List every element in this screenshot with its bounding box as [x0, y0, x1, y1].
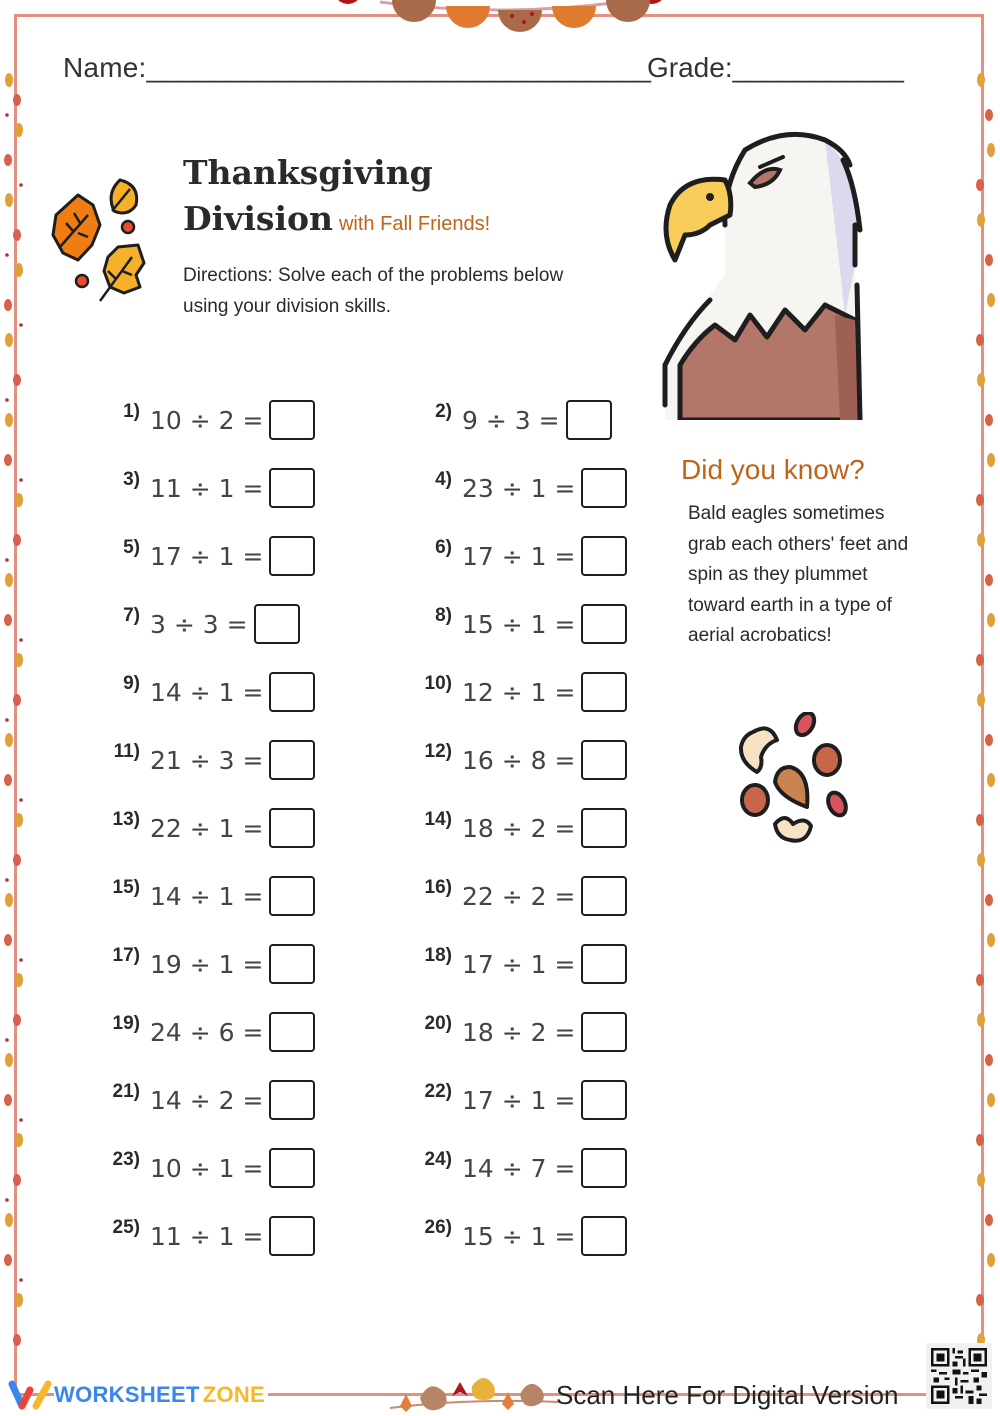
problem-expression: 14 ÷ 1 =: [150, 677, 264, 707]
problem-12: [416, 738, 627, 782]
answer-box[interactable]: [581, 1148, 627, 1188]
bunting-decoration-icon: [320, 0, 680, 38]
problem-11: [104, 738, 315, 782]
answer-box[interactable]: [581, 1216, 627, 1256]
title-line-2: [183, 196, 490, 247]
problem-expression: 17 ÷ 1 =: [462, 1085, 576, 1115]
problem-number: 20): [424, 1013, 452, 1034]
problem-21: [104, 1078, 315, 1122]
w-logo-icon: [8, 1378, 54, 1412]
problem-number: 18): [424, 945, 452, 966]
autumn-leaves-icon: [48, 175, 148, 305]
problem-expression: 17 ÷ 1 =: [150, 541, 264, 571]
problem-2: [416, 398, 612, 442]
problem-number: 7): [123, 605, 140, 626]
answer-box[interactable]: [581, 1012, 627, 1052]
problem-number: 21): [112, 1081, 140, 1102]
problem-25: [104, 1214, 315, 1258]
problem-expression: 10 ÷ 1 =: [150, 1153, 264, 1183]
problem-expression: 16 ÷ 8 =: [462, 745, 576, 775]
problem-3: [104, 466, 315, 510]
problem-expression: 12 ÷ 1 =: [462, 677, 576, 707]
logo-text-worksheet: WORKSHEET: [54, 1382, 203, 1408]
problem-16: [416, 874, 627, 918]
problem-24: [416, 1146, 627, 1190]
problem-number: 22): [424, 1081, 452, 1102]
bald-eagle-icon: [655, 125, 875, 420]
problem-expression: 17 ÷ 1 =: [462, 949, 576, 979]
problem-19: [104, 1010, 315, 1054]
answer-box[interactable]: [269, 1148, 315, 1188]
worksheet-title: [183, 150, 490, 247]
problem-number: 16): [424, 877, 452, 898]
problem-number: 1): [123, 401, 140, 422]
answer-box[interactable]: [269, 740, 315, 780]
problem-expression: 19 ÷ 1 =: [150, 949, 264, 979]
vine-border-right-icon: [975, 20, 997, 1400]
answer-box[interactable]: [566, 400, 612, 440]
problem-expression: 11 ÷ 1 =: [150, 1221, 264, 1251]
logo-text-zone: ZONE: [203, 1382, 268, 1408]
problem-26: [416, 1214, 627, 1258]
directions-text: Directions: Solve each of the problems below using your division skills.: [183, 265, 564, 317]
answer-box[interactable]: [581, 604, 627, 644]
problem-number: 10): [424, 673, 452, 694]
problem-number: 9): [123, 673, 140, 694]
problem-number: 13): [112, 809, 140, 830]
scan-digital-version-text: Scan Here For Digital Version: [556, 1380, 899, 1410]
title-division: Division: [183, 199, 333, 238]
title-line-1: Thanksgiving: [183, 153, 433, 192]
problem-13: [104, 806, 315, 850]
answer-box[interactable]: [581, 536, 627, 576]
problem-expression: 10 ÷ 2 =: [150, 405, 264, 435]
problem-expression: 14 ÷ 7 =: [462, 1153, 576, 1183]
answer-box[interactable]: [269, 944, 315, 984]
answer-box[interactable]: [581, 672, 627, 712]
problem-number: 17): [112, 945, 140, 966]
problem-expression: 18 ÷ 2 =: [462, 813, 576, 843]
problem-4: [416, 466, 627, 510]
problem-expression: 9 ÷ 3 =: [462, 405, 560, 435]
problem-15: [104, 874, 315, 918]
problem-number: 14): [424, 809, 452, 830]
problem-number: 2): [435, 401, 452, 422]
problem-23: [104, 1146, 315, 1190]
answer-box[interactable]: [269, 1216, 315, 1256]
problem-10: [416, 670, 627, 714]
problem-20: [416, 1010, 627, 1054]
did-you-know-fact: Bald eagles sometimes grab each others' feet and spin as they plummet toward earth in a type of aerial acrobatics!: [688, 503, 909, 646]
problem-expression: 15 ÷ 1 =: [462, 1221, 576, 1251]
problem-number: 24): [424, 1149, 452, 1170]
problem-expression: 23 ÷ 1 =: [462, 473, 576, 503]
qr-code[interactable]: [926, 1343, 992, 1409]
vine-border-left-icon: [3, 20, 25, 1400]
answer-box[interactable]: [581, 944, 627, 984]
problem-number: 8): [435, 605, 452, 626]
problem-6: [416, 534, 627, 578]
grade-field[interactable]: Grade:___________: [647, 52, 904, 83]
answer-box[interactable]: [269, 1012, 315, 1052]
problem-1: [104, 398, 315, 442]
answer-box[interactable]: [269, 536, 315, 576]
problem-expression: 15 ÷ 1 =: [462, 609, 576, 639]
problem-expression: 17 ÷ 1 =: [462, 541, 576, 571]
problem-17: [104, 942, 315, 986]
problem-number: 3): [123, 469, 140, 490]
did-you-know-heading: Did you know?: [681, 454, 865, 485]
answer-box[interactable]: [581, 1080, 627, 1120]
problem-expression: 21 ÷ 3 =: [150, 745, 264, 775]
problem-number: 5): [123, 537, 140, 558]
problem-expression: 3 ÷ 3 =: [150, 609, 248, 639]
answer-box[interactable]: [581, 808, 627, 848]
problem-expression: 24 ÷ 6 =: [150, 1017, 264, 1047]
problem-expression: 14 ÷ 1 =: [150, 881, 264, 911]
problem-5: [104, 534, 315, 578]
problem-18: [416, 942, 627, 986]
problem-number: 25): [112, 1217, 140, 1238]
problem-number: 12): [424, 741, 452, 762]
problem-22: [416, 1078, 627, 1122]
answer-box[interactable]: [269, 672, 315, 712]
footer-leaves-icon: [390, 1368, 560, 1416]
answer-box[interactable]: [581, 876, 627, 916]
title-subtitle: with Fall Friends!: [338, 213, 491, 235]
problem-7: [104, 602, 300, 646]
problem-number: 23): [112, 1149, 140, 1170]
problem-expression: 22 ÷ 1 =: [150, 813, 264, 843]
answer-box[interactable]: [269, 1080, 315, 1120]
problem-expression: 14 ÷ 2 =: [150, 1085, 264, 1115]
name-field[interactable]: Name:________________________________: [63, 52, 652, 83]
problem-number: 15): [112, 877, 140, 898]
problem-14: [416, 806, 627, 850]
problem-expression: 22 ÷ 2 =: [462, 881, 576, 911]
problem-number: 11): [113, 741, 140, 762]
answer-box[interactable]: [269, 468, 315, 508]
answer-box[interactable]: [269, 876, 315, 916]
answer-box[interactable]: [581, 468, 627, 508]
problem-number: 26): [424, 1217, 452, 1238]
problem-number: 19): [112, 1013, 140, 1034]
answer-box[interactable]: [269, 400, 315, 440]
worksheetzone-logo[interactable]: [8, 1378, 268, 1412]
nuts-icon: [735, 712, 855, 847]
problem-8: [416, 602, 627, 646]
problem-expression: 11 ÷ 1 =: [150, 473, 264, 503]
problem-expression: 18 ÷ 2 =: [462, 1017, 576, 1047]
answer-box[interactable]: [269, 808, 315, 848]
answer-box[interactable]: [581, 740, 627, 780]
problem-number: 6): [435, 537, 452, 558]
problem-number: 4): [435, 469, 452, 490]
problem-9: [104, 670, 315, 714]
qr-code-icon: [931, 1348, 987, 1404]
answer-box[interactable]: [254, 604, 300, 644]
